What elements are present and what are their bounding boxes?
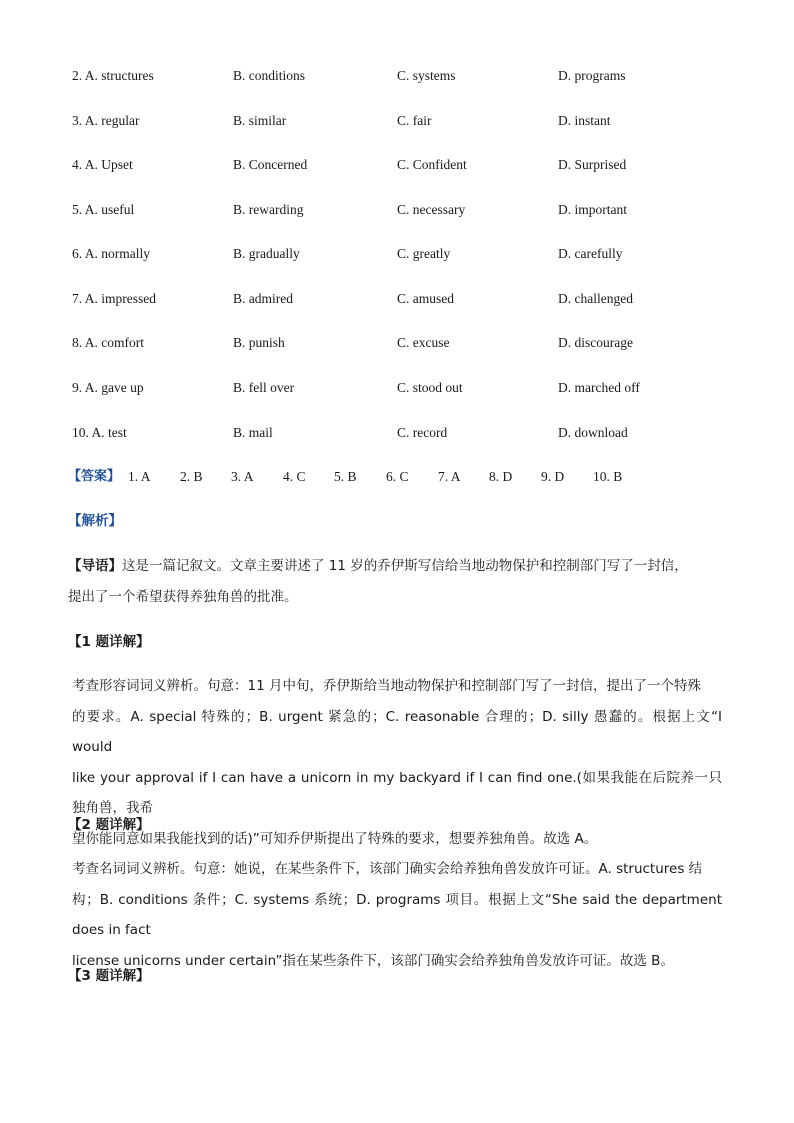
option-row-6 [72,244,732,264]
option-b: B. fell over [233,380,295,395]
option-d: D. challenged [558,291,633,306]
answer-item: 6. C [386,469,409,484]
option-a: 9. A. gave up [72,380,144,395]
option-c: C. greatly [397,246,451,261]
option-a: 2. A. structures [72,68,154,83]
option-row-9 [72,378,732,398]
option-c: C. fair [397,113,432,128]
guide-label: 【导语】 [68,558,122,574]
option-b: B. Concerned [233,157,308,172]
option-row-4 [72,155,732,175]
q1-paragraph [72,671,722,854]
analysis-heading: 【解析】 [68,513,122,529]
q2-paragraph [72,854,722,976]
option-d: D. Surprised [558,157,627,172]
q1-line-3: like your approval if I can have a unicorn in my backyard if I can find one.(如果我能在后院养一只独角兽，我希 [72,769,722,816]
answer-item: 3. A [231,469,254,484]
answer-label: 【答案】 [68,469,121,484]
option-c: C. amused [397,291,454,306]
guide-line-2: 提出了一个希望获得养独角兽的批准。 [68,588,298,605]
option-c: C. systems [397,68,456,83]
answer-item: 1. A [128,469,151,484]
option-d: D. instant [558,113,611,128]
option-b: B. conditions [233,68,306,83]
option-b: B. similar [233,113,287,128]
option-a: 8. A. comfort [72,335,144,350]
q1-line-2: 的要求。A. special 特殊的；B. urgent 紧急的；C. reasonable 合理的；D. silly 愚蠢的。根据上文“I would [72,708,722,755]
option-c: C. excuse [397,335,450,350]
answer-item: 9. D [541,469,565,484]
option-row-2 [72,66,732,86]
option-a: 7. A. impressed [72,291,156,306]
option-a: 3. A. regular [72,113,140,128]
guide-line-1 [68,551,718,582]
option-c: C. Confident [397,157,467,172]
option-a: 10. A. test [72,425,127,440]
answer-item: 4. C [283,469,306,484]
answer-item: 5. B [334,469,357,484]
option-d: D. carefully [558,246,623,261]
option-c: C. record [397,425,448,440]
option-a: 4. A. Upset [72,157,133,172]
option-b: B. mail [233,425,273,440]
q2-line-3: license unicorns under certain”指在某些条件下，该部门确实会给养独角兽发放许可证。故选 B。 [72,952,674,969]
option-a: 5. A. useful [72,202,135,217]
option-row-5 [72,200,732,220]
option-c: C. stood out [397,380,463,395]
answer-item: 10. B [593,469,623,484]
option-b: B. rewarding [233,202,304,217]
q1-heading: 【1 题详解】 [68,634,150,650]
q1-line-1: 考查形容词词义辨析。句意：11 月中旬，乔伊斯给当地动物保护和控制部门写了一封信，提出了一个特殊 [72,678,701,694]
option-row-7 [72,289,732,309]
option-d: D. programs [558,68,626,83]
q2-heading: 【2 题详解】 [68,817,150,833]
option-b: B. gradually [233,246,300,261]
guide-text: 这是一篇记叙文。文章主要讲述了 11 岁的乔伊斯写信给当地动物保护和控制部门写了一封信， [122,558,688,574]
option-d: D. marched off [558,380,640,395]
option-a: 6. A. normally [72,246,150,261]
option-d: D. important [558,202,627,217]
option-c: C. necessary [397,202,466,217]
guide-paragraph [68,551,718,612]
q2-line-1: 考查名词词义辨析。句意：她说，在某些条件下，该部门确实会给养独角兽发放许可证。A. structures 结 [72,861,703,877]
answer-item: 2. B [180,469,203,484]
option-d: D. discourage [558,335,633,350]
q2-line-2: 构；B. conditions 条件；C. systems 系统；D. programs 项目。根据上文“She said the department does in fact [72,891,722,938]
option-row-3 [72,111,732,131]
option-b: B. punish [233,335,285,350]
option-b: B. admired [233,291,293,306]
answer-item: 7. A [438,469,461,484]
option-row-8 [72,333,732,353]
q3-heading: 【3 题详解】 [68,968,150,984]
q1-line-4: 望你能同意如果我能找到的话)”可知乔伊斯提出了特殊的要求，想要养独角兽。故选 A。 [72,830,598,847]
answer-item: 8. D [489,469,513,484]
option-row-10 [72,423,732,443]
option-d: D. download [558,425,628,440]
